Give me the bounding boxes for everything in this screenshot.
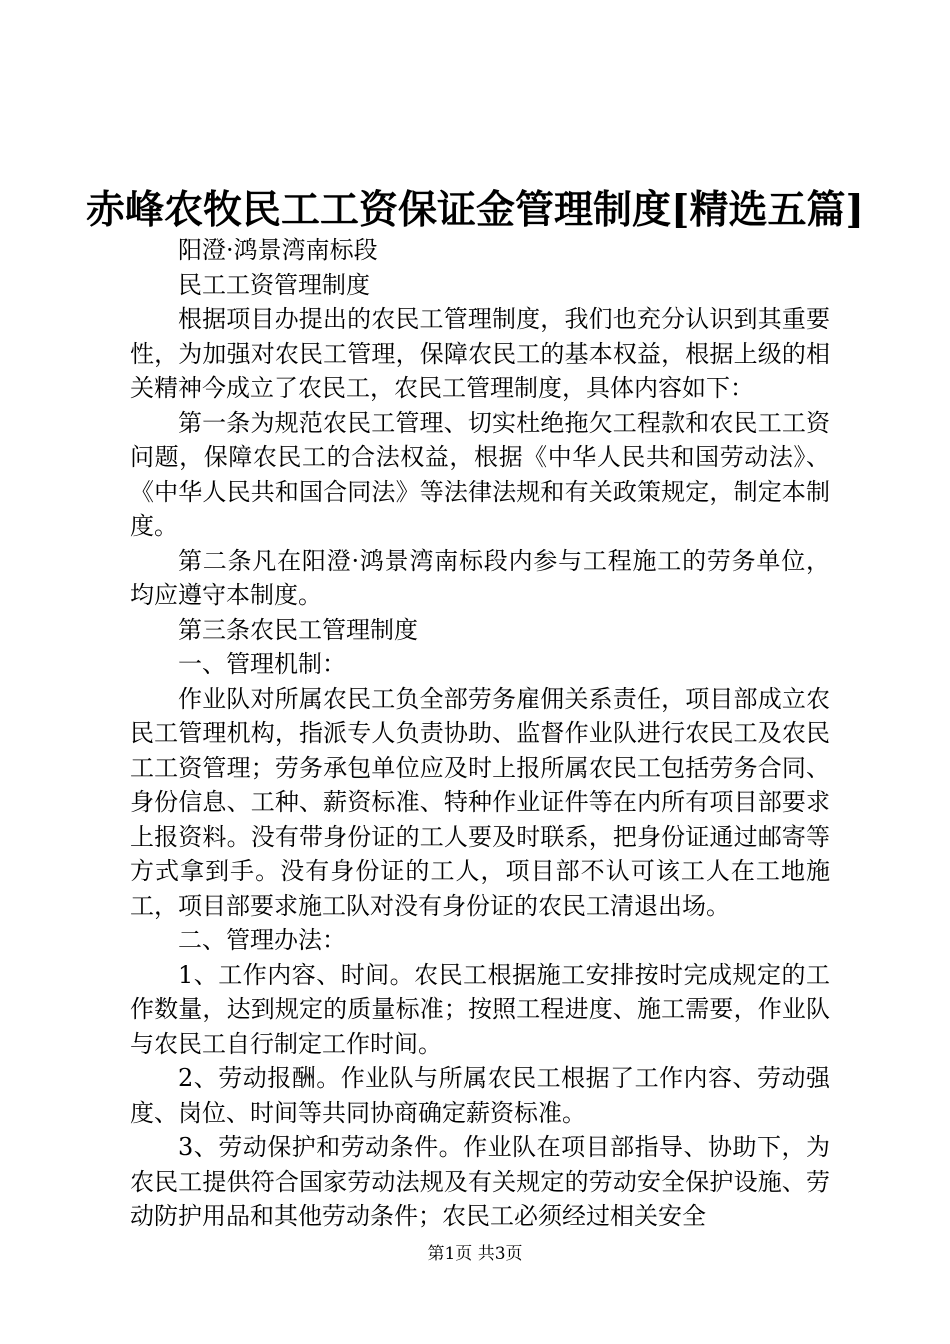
paragraph-intro: 根据项目办提出的农民工管理制度，我们也充分认识到其重要性，为加强对农民工管理，保障农民工的基本权益，根据上级的相关精神今成立了农民工，农民工管理制度，具体内容如下：	[130, 305, 830, 402]
document-title: 赤峰农牧民工工资保证金管理制度[精选五篇]	[86, 187, 864, 233]
paragraph-article-1: 第一条为规范农民工管理、切实杜绝拖欠工程款和农民工工资问题，保障农民工的合法权益，根据《中华人民共和国劳动法》、《中华人民共和国合同法》等法律法规和有关政策规定，制定本制度。	[130, 408, 830, 540]
page-footer: 第1页 共3页	[427, 1244, 523, 1264]
paragraph-heading-mechanism: 一、管理机制：	[178, 650, 346, 678]
paragraph-article-2: 第二条凡在阳澄·鸿景湾南标段内参与工程施工的劳务单位，均应遵守本制度。	[130, 546, 830, 609]
paragraph-subtitle: 民工工资管理制度	[178, 270, 370, 299]
paragraph-mechanism: 作业队对所属农民工负全部劳务雇佣关系责任，项目部成立农民工管理机构，指派专人负责协助、监督作业队进行农民工及农民工工资管理；劳务承包单位应及时上报所属农民工包括劳务合同、身份信息、工种、薪资标准、特种作业证件等在内所有项目部要求上报资料。没有带身份证的工人要及时联系，把身份证通过邮寄等方式拿到手。没有身份证的工人，项目部不认可该工人在工地施工，项目部要求施工队对没有身份证的农民工清退出场。	[130, 684, 830, 920]
paragraph-heading-methods: 二、管理办法：	[178, 926, 346, 954]
paragraph-method-1: 1、工作内容、时间。农民工根据施工安排按时完成规定的工作数量，达到规定的质量标准；按照工程进度、施工需要，作业队与农民工自行制定工作时间。	[130, 960, 830, 1058]
document-body	[130, 233, 830, 1234]
paragraph-article-3: 第三条农民工管理制度	[178, 615, 418, 644]
paragraph-method-3: 3、劳动保护和劳动条件。作业队在项目部指导、协助下，为农民工提供符合国家劳动法规及有关规定的劳动安全保护设施、劳动防护用品和其他劳动条件；农民工必须经过相关安全	[130, 1133, 830, 1230]
paragraph-section-name: 阳澄·鸿景湾南标段	[178, 236, 378, 264]
paragraph-method-2: 2、劳动报酬。作业队与所属农民工根据了工作内容、劳动强度、岗位、时间等共同协商确定薪资标准。	[130, 1064, 830, 1127]
